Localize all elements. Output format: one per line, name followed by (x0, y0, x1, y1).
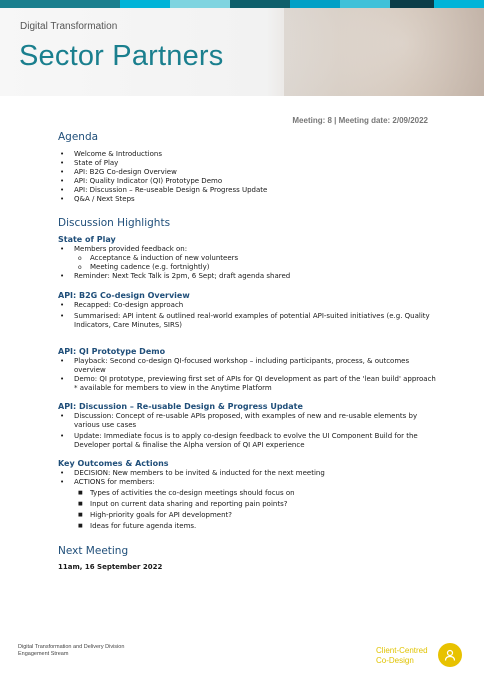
person-icon-svg (443, 648, 457, 662)
footer-division-line1: Digital Transformation and Delivery Division (18, 644, 125, 650)
next-meeting-heading: Next Meeting (58, 545, 129, 557)
reuse-list (58, 412, 438, 450)
agenda-item: • API: B2G Co-design Overview (58, 168, 438, 177)
list-item: ■ Ideas for future agenda items. (58, 522, 438, 531)
person-icon (438, 643, 462, 667)
footer-division (18, 644, 124, 658)
document-body (58, 131, 438, 571)
list-item: • Members provided feedback on: (58, 245, 438, 254)
reuse-heading: API: Discussion – Re-usable Design & Progress Update (58, 402, 303, 411)
list-item: • Recapped: Co-design approach (58, 301, 438, 310)
org-name: Digital Transformation (20, 21, 118, 32)
color-bar-segment (290, 0, 340, 8)
discussion-heading: Discussion Highlights (58, 217, 171, 229)
outcomes-list (58, 469, 438, 487)
color-bar-segment (230, 0, 290, 8)
list-item: • Demo: QI prototype, previewing first set of APIs for QI development as part of the 'lean build' approach * available for members to view in the Anytime Platform (58, 375, 438, 393)
color-bar (0, 0, 484, 8)
list-item: • DECISION: New members to be invited & inducted for the next meeting (58, 469, 438, 478)
footer-tagline (376, 646, 428, 666)
list-item: • Summarised: API intent & outlined real-world examples of potential API-suited initiatives (e.g. Quality Indicators, Care Minutes, SIRS) (58, 312, 438, 330)
agenda-list (58, 150, 438, 204)
agenda-item: • API: Discussion – Re-useable Design & Progress Update (58, 186, 438, 195)
page-title: Sector Partners (19, 40, 224, 72)
color-bar-segment (0, 0, 120, 8)
hands-photo (284, 8, 484, 96)
meeting-info: Meeting: 8 | Meeting date: 2/09/2022 (292, 116, 428, 125)
list-item: ■ High-priority goals for API development? (58, 511, 438, 520)
agenda-item: • Q&A / Next Steps (58, 195, 438, 204)
footer-tagline-line2: Co-Design (376, 656, 414, 665)
state-list-2 (58, 272, 438, 281)
b2g-heading: API: B2G Co-design Overview (58, 291, 190, 300)
list-item: • Discussion: Concept of re-usable APIs proposed, with examples of new and re-usable elements by various use cases (58, 412, 438, 430)
list-item: ■ Input on current data sharing and reporting pain points? (58, 500, 438, 509)
list-item: • Update: Immediate focus is to apply co-design feedback to evolve the UI Component Build for the Developer portal & finalise the Alpha version of QI API experience (58, 432, 438, 450)
next-meeting-time: 11am, 16 September 2022 (58, 563, 163, 571)
footer-division-line2: Engagement Stream (18, 651, 69, 657)
list-item: ■ Types of activities the co-design meetings should focus on (58, 489, 438, 498)
state-list (58, 245, 438, 254)
color-bar-segment (120, 0, 170, 8)
list-item: • Reminder: Next Teck Talk is 2pm, 6 Sept; draft agenda shared (58, 272, 438, 281)
agenda-item: • State of Play (58, 159, 438, 168)
b2g-list (58, 301, 438, 330)
color-bar-segment (390, 0, 434, 8)
color-bar-segment (434, 0, 484, 8)
list-item: • ACTIONS for members: (58, 478, 438, 487)
agenda-item: • Welcome & Introductions (58, 150, 438, 159)
footer-tagline-line1: Client-Centred (376, 646, 428, 655)
state-sublist (58, 254, 438, 272)
qi-heading: API: QI Prototype Demo (58, 347, 166, 356)
outcomes-heading: Key Outcomes & Actions (58, 459, 169, 468)
list-item: o Meeting cadence (e.g. fortnightly) (58, 263, 438, 272)
actions-sublist (58, 489, 438, 531)
agenda-heading: Agenda (58, 131, 99, 143)
state-heading: State of Play (58, 235, 116, 244)
color-bar-segment (170, 0, 230, 8)
agenda-item: • API: Quality Indicator (QI) Prototype Demo (58, 177, 438, 186)
list-item: • Playback: Second co-design QI-focused workshop – including participants, process, & outcomes overview (58, 357, 438, 375)
list-item: o Acceptance & induction of new volunteers (58, 254, 438, 263)
color-bar-segment (340, 0, 390, 8)
qi-list (58, 357, 438, 393)
